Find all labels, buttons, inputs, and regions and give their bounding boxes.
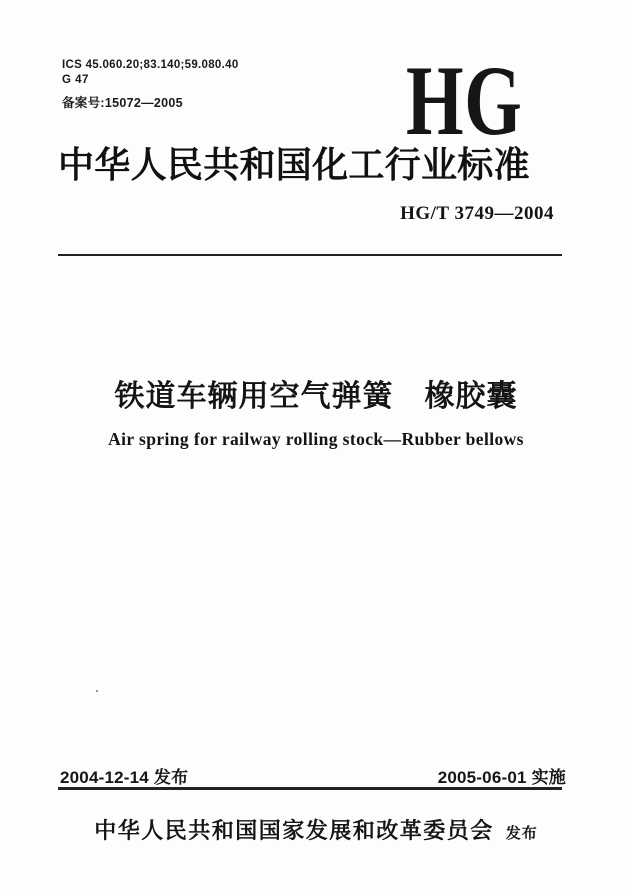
hg-standard-logo: HG [406, 45, 523, 156]
china-class-code: G 47 [62, 74, 89, 86]
publisher-row [0, 814, 632, 845]
date-row [60, 763, 566, 788]
publisher-name: 中华人民共和国国家发展和改革委员会 [94, 818, 494, 843]
footer-divider-line [58, 787, 562, 790]
standard-number: HG/T 3749—2004 [400, 203, 554, 224]
implementation-date: 2005-06-01 实施 [437, 768, 566, 787]
header-divider-line [58, 254, 562, 256]
document-title-english: Air spring for railway rolling stock—Rubber bellows [108, 429, 524, 449]
record-number: 备案号:15072—2005 [62, 96, 183, 110]
ics-code: ICS 45.060.20;83.140;59.080.40 [62, 59, 239, 71]
standard-category-title: 中华人民共和国化工行业标准 [58, 145, 530, 185]
publish-label: 发布 [505, 826, 538, 842]
classification-block [62, 58, 239, 111]
issue-date: 2004-12-14 发布 [60, 768, 189, 787]
scan-artifact-dot [96, 690, 98, 692]
document-title-chinese: 铁道车辆用空气弹簧 橡胶囊 [114, 380, 518, 413]
